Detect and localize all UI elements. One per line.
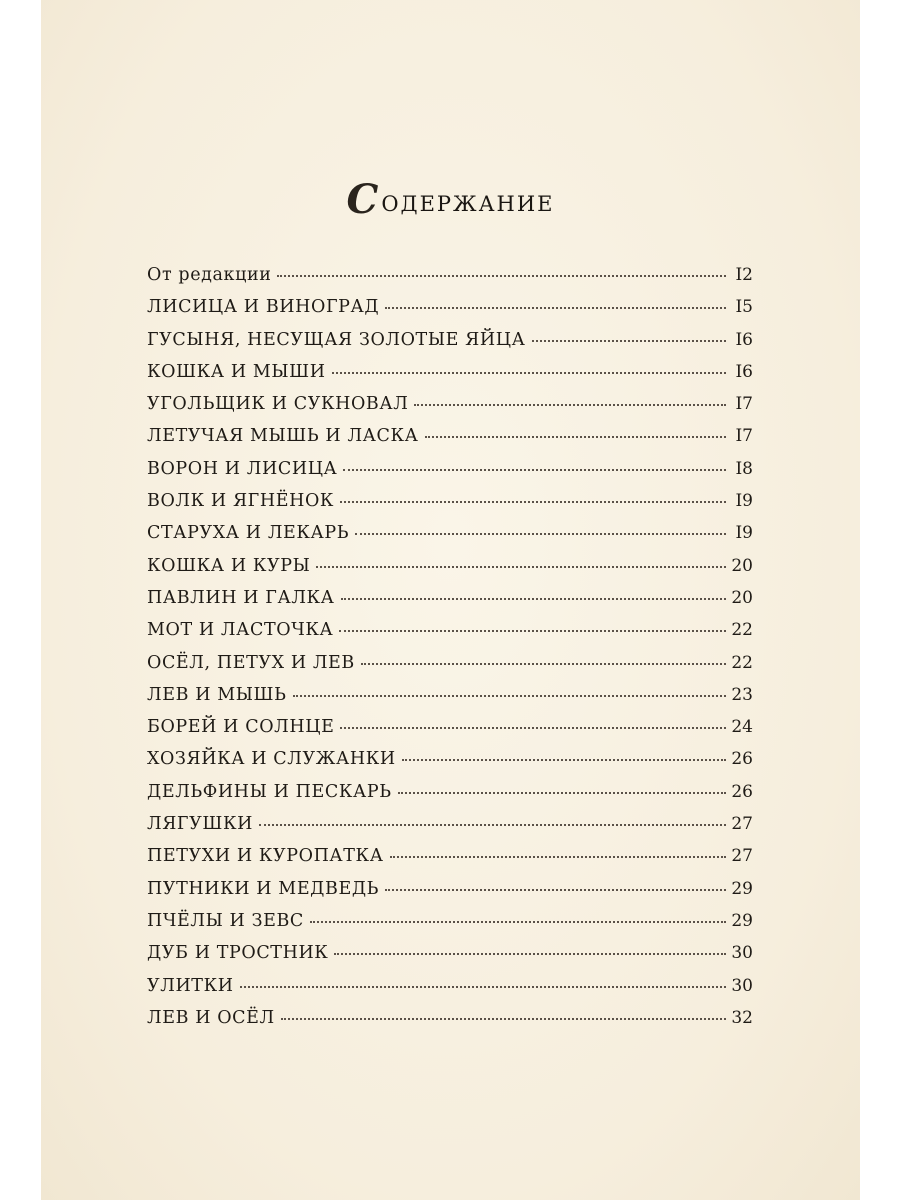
toc-entry[interactable]	[147, 356, 753, 388]
toc-entry[interactable]	[147, 711, 753, 743]
toc-entry[interactable]	[147, 905, 753, 937]
toc-entry[interactable]	[147, 614, 753, 646]
dot-leader	[310, 920, 726, 923]
dot-leader	[339, 629, 726, 632]
toc-entry[interactable]	[147, 970, 753, 1002]
dot-leader	[425, 435, 726, 438]
toc-entry-title: ПАВЛИН И ГАЛКА	[147, 587, 335, 608]
dot-leader	[361, 662, 726, 665]
toc-entry-page-number: I5	[735, 297, 753, 318]
toc-entry-page-number: 29	[731, 910, 753, 931]
toc-entry-title: ЛЕТУЧАЯ МЫШЬ И ЛАСКА	[147, 426, 419, 447]
toc-entry[interactable]	[147, 485, 753, 517]
dot-leader	[532, 339, 727, 342]
dot-leader	[385, 306, 726, 309]
dot-leader	[402, 758, 726, 761]
toc-entry-page-number: 26	[731, 749, 753, 770]
toc-entry-title: ВОРОН И ЛИСИЦА	[147, 458, 338, 479]
toc-entry[interactable]	[147, 453, 753, 485]
toc-entry[interactable]	[147, 840, 753, 872]
toc-entry[interactable]	[147, 550, 753, 582]
toc-entry-page-number: 32	[731, 1007, 753, 1028]
dot-leader	[340, 726, 726, 729]
toc-entry[interactable]	[147, 937, 753, 969]
toc-entry-page-number: 20	[731, 587, 753, 608]
dot-leader	[332, 371, 726, 374]
toc-entry-page-number: I7	[735, 394, 753, 415]
toc-entry-title: ЛЕВ И МЫШЬ	[147, 684, 287, 705]
dot-leader	[293, 694, 726, 697]
dot-leader	[390, 855, 726, 858]
toc-entry[interactable]	[147, 291, 753, 323]
dot-leader	[340, 500, 726, 503]
toc-entry-page-number: 27	[731, 846, 753, 867]
toc-entry-page-number: I6	[735, 361, 753, 382]
book-page	[41, 0, 860, 1200]
toc-entry[interactable]	[147, 776, 753, 808]
toc-entry[interactable]	[147, 420, 753, 452]
table-of-contents	[147, 259, 753, 1034]
dot-leader	[334, 952, 726, 955]
page-title	[41, 176, 860, 223]
toc-entry-title: ПЧЁЛЫ И ЗЕВС	[147, 910, 304, 931]
toc-entry-page-number: I7	[735, 426, 753, 447]
toc-entry[interactable]	[147, 259, 753, 291]
dot-leader	[259, 823, 726, 826]
decorative-initial: С	[346, 176, 381, 223]
toc-entry-page-number: 29	[731, 878, 753, 899]
toc-entry-page-number: 30	[731, 975, 753, 996]
toc-entry[interactable]	[147, 582, 753, 614]
toc-entry-page-number: I9	[735, 491, 753, 512]
toc-entry-page-number: 26	[731, 781, 753, 802]
dot-leader	[341, 597, 726, 600]
toc-entry-title: КОШКА И МЫШИ	[147, 361, 326, 382]
dot-leader	[240, 985, 726, 988]
toc-entry[interactable]	[147, 388, 753, 420]
toc-entry-page-number: 22	[731, 620, 753, 641]
toc-entry[interactable]	[147, 517, 753, 549]
toc-entry-title: СТАРУХА И ЛЕКАРЬ	[147, 523, 350, 544]
toc-entry-title: ДЕЛЬФИНЫ И ПЕСКАРЬ	[147, 781, 392, 802]
dot-leader	[281, 1017, 726, 1020]
dot-leader	[385, 888, 726, 891]
dot-leader	[343, 468, 726, 471]
toc-entry-title: ЛИСИЦА И ВИНОГРАД	[147, 297, 380, 318]
title-rest: одержание	[381, 184, 555, 219]
toc-entry-title: ГУСЫНЯ, НЕСУЩАЯ ЗОЛОТЫЕ ЯЙЦА	[147, 329, 526, 350]
dot-leader	[355, 532, 726, 535]
toc-entry-page-number: 27	[731, 814, 753, 835]
dot-leader	[277, 274, 726, 277]
toc-entry-page-number: I2	[735, 265, 753, 285]
toc-entry-title: ВОЛК И ЯГНЁНОК	[147, 491, 335, 512]
toc-entry[interactable]	[147, 1002, 753, 1034]
toc-entry-title: КОШКА И КУРЫ	[147, 555, 311, 576]
toc-entry-page-number: I6	[735, 329, 753, 350]
toc-entry-page-number: I9	[735, 523, 753, 544]
toc-entry-title: УЛИТКИ	[147, 975, 234, 996]
toc-entry-page-number: 20	[731, 555, 753, 576]
toc-entry[interactable]	[147, 743, 753, 775]
toc-entry-title: УГОЛЬЩИК И СУКНОВАЛ	[147, 394, 409, 415]
toc-entry[interactable]	[147, 324, 753, 356]
toc-entry-title: ПЕТУХИ И КУРОПАТКА	[147, 846, 384, 867]
toc-entry-page-number: 30	[731, 943, 753, 964]
toc-entry-title: От редакции	[147, 265, 272, 285]
toc-entry-title: МОТ И ЛАСТОЧКА	[147, 620, 334, 641]
toc-entry-title: ЛЕВ И ОСЁЛ	[147, 1007, 275, 1028]
toc-entry[interactable]	[147, 679, 753, 711]
toc-entry-title: ПУТНИКИ И МЕДВЕДЬ	[147, 878, 380, 899]
toc-entry-title: ХОЗЯЙКА И СЛУЖАНКИ	[147, 749, 396, 770]
toc-entry-page-number: 23	[731, 684, 753, 705]
dot-leader	[316, 565, 726, 568]
toc-entry-title: БОРЕЙ И СОЛНЦЕ	[147, 717, 335, 738]
toc-entry[interactable]	[147, 647, 753, 679]
toc-entry-page-number: 22	[731, 652, 753, 673]
dot-leader	[414, 403, 726, 406]
toc-entry-page-number: 24	[731, 717, 753, 738]
toc-entry-title: ЛЯГУШКИ	[147, 814, 253, 835]
toc-entry[interactable]	[147, 808, 753, 840]
dot-leader	[398, 791, 726, 794]
toc-entry-title: ДУБ И ТРОСТНИК	[147, 943, 329, 964]
toc-entry-page-number: I8	[735, 458, 753, 479]
toc-entry-title: ОСЁЛ, ПЕТУХ И ЛЕВ	[147, 652, 355, 673]
toc-entry[interactable]	[147, 873, 753, 905]
